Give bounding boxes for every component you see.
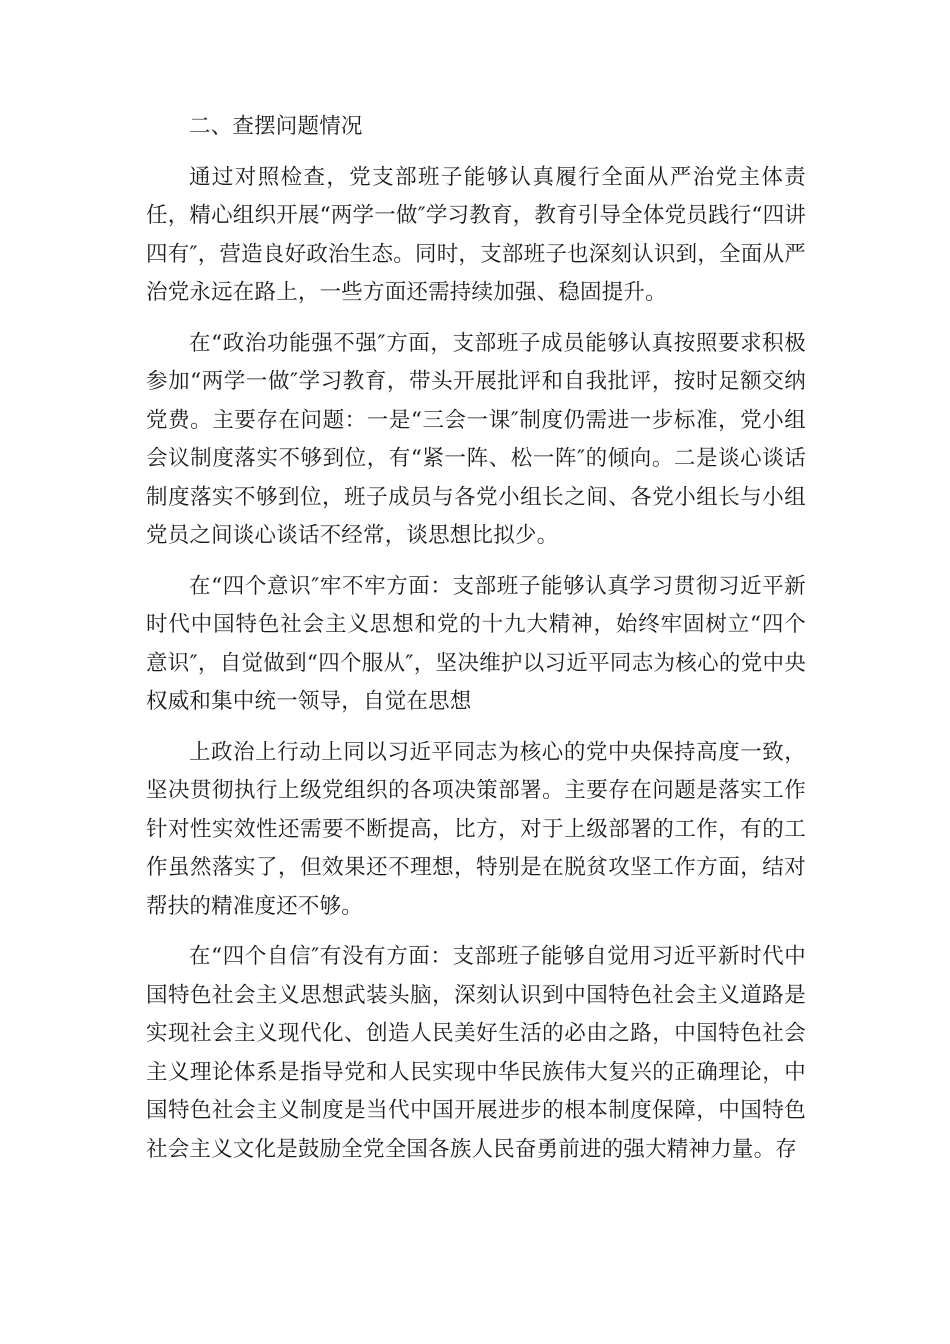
section-heading: 二、查摆问题情况 — [189, 114, 363, 139]
paragraph-overview: 通过对照检查，党支部班子能够认真履行全面从严治党主体责任，精心组织开展“两学一做″学习教育，教育引导全体党员践行“四讲四有″，营造良好政治生态。同时，支部班子也深刻认识到，全面从严治党永远在路上，一些方面还需持续加强、稳固提升。 — [146, 164, 806, 305]
paragraph-consistency: 上政治上行动上同以习近平同志为核心的党中央保持高度一致，坚决贯彻执行上级党组织的各项决策部署。主要存在问题是落实工作针对性实效性还需要不断提高，比方，对于上级部署的工作，有的工作虽然落实了，但效果还不理想，特别是在脱贫攻坚工作方面，结对帮扶的精准度还不够。 — [146, 739, 806, 919]
document-body — [146, 108, 806, 1181]
paragraph-four-confidences: 在“四个自信″有没有方面：支部班子能够自觉用习近平新时代中国特色社会主义思想武装头脑，深刻认识到中国特色社会主义道路是实现社会主义现代化、创造人民美好生活的必由之路，中国特色社会主义理论体系是指导党和人民实现中华民族伟大复兴的正确理论，中国特色社会主义制度是当代中国开展进步的根本制度保障，中国特色社会主义文化是鼓励全党全国各族人民奋勇前进的强大精神力量。存 — [146, 944, 806, 1162]
paragraph-political-function: 在“政治功能强不强″方面，支部班子成员能够认真按照要求积极参加“两学一做″学习教育，带头开展批评和自我批评，按时足额交纳党费。主要存在问题：一是“三会一课″制度仍需进一步标准，党小组会议制度落实不够到位，有“紧一阵、松一阵″的倾向。二是谈心谈话制度落实不够到位，班子成员与各党小组长之间、各党小组长与小组党员之间谈心谈话不经常，谈思想比拟少。 — [146, 330, 806, 548]
paragraph-four-consciousness: 在“四个意识″牢不牢方面：支部班子能够认真学习贯彻习近平新时代中国特色社会主义思想和党的十九大精神，始终牢固树立“四个意识″，自觉做到“四个服从″，坚决维护以习近平同志为核心的党中央权威和集中统一领导，自觉在思想 — [146, 573, 806, 714]
